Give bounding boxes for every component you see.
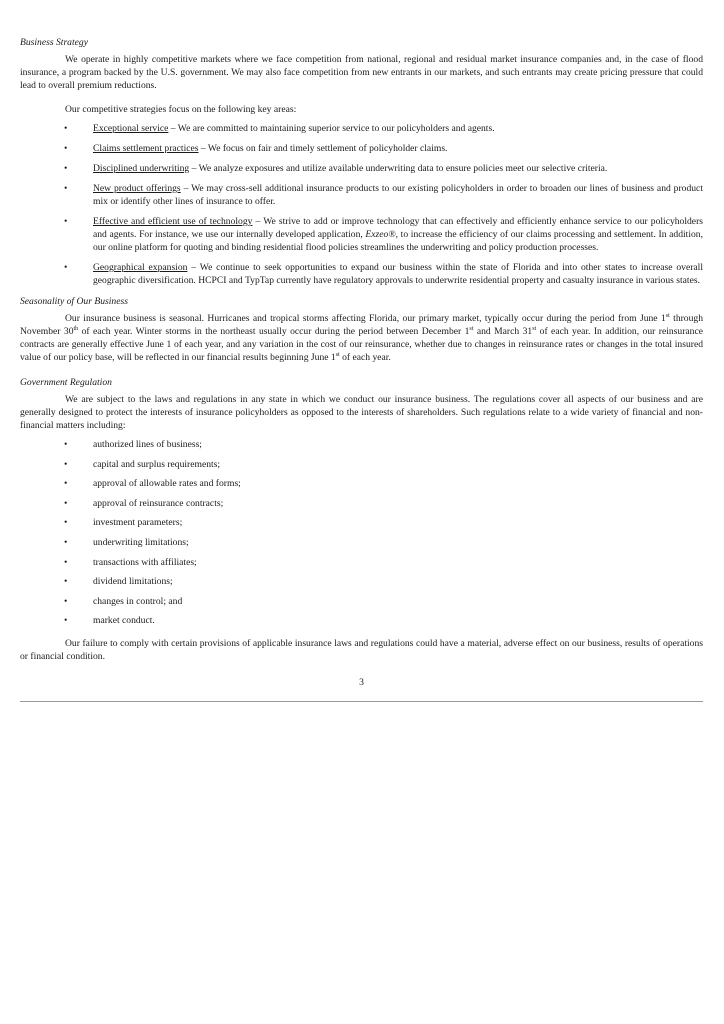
- bullet-icon: •: [64, 576, 68, 588]
- regulation-list: [20, 438, 703, 627]
- strategy-title: Effective and efficient use of technology: [93, 216, 253, 227]
- seasonality-text: of each year. In addition, our reinsurance contracts are generally effective June 1 of each year, and any variation in the cost of our reinsurance, whether due to changes in reinsurance rates or changes in the total insured value of our policy base, will be reflected in our financial results beginning June 1: [20, 326, 703, 363]
- strategy-item: [20, 182, 703, 208]
- strategy-title: Disciplined underwriting: [93, 163, 190, 174]
- page-divider: [20, 701, 703, 702]
- strategies-lead: Our competitive strategies focus on the following key areas:: [65, 104, 297, 115]
- strategy-text: – We strive to add or improve technology that can effectively and efficiently enhance service to our policyholders and agents. For instance, we use our internally developed application,: [93, 216, 703, 240]
- strategy-text: – We may cross-sell additional insurance products to our existing policyholders in order to broaden our lines of business and product mix or identify other lines of insurance to offer.: [93, 183, 703, 207]
- strategy-item: [20, 215, 703, 254]
- document-page: [20, 36, 703, 702]
- strategy-item: [20, 162, 703, 175]
- regulation-item: [20, 595, 703, 608]
- strategy-list: [20, 122, 703, 287]
- strategy-title: Geographical expansion: [93, 262, 188, 273]
- regulation-item: [20, 497, 703, 510]
- bullet-icon: •: [64, 536, 68, 548]
- bullet-icon: •: [64, 595, 68, 607]
- regulation-item-text: approval of allowable rates and forms;: [93, 478, 241, 490]
- regulation-item: [20, 556, 703, 569]
- bullet-icon: •: [64, 123, 68, 134]
- ordinal-suffix: st: [665, 313, 670, 319]
- regulation-item: [20, 516, 703, 529]
- seasonality-text: of each year.: [339, 352, 391, 363]
- business-strategy-heading: Business Strategy: [20, 37, 88, 48]
- regulation-item-text: dividend limitations;: [93, 576, 173, 588]
- regulation-item-text: transactions with affiliates;: [93, 556, 197, 568]
- strategy-item: [20, 261, 703, 287]
- regulation-intro: We are subject to the laws and regulations in any state in which we conduct our insurance business. The regulations cover all aspects of our business and are generally designed to protect the interests of insurance policyholders as opposed to the interests of shareholders. Such regulations relate to a wide variety of financial and non-financial matters including:: [20, 394, 703, 431]
- page-number: 3: [359, 677, 364, 689]
- ordinal-suffix: st: [335, 352, 340, 358]
- bullet-icon: •: [64, 216, 68, 227]
- business-strategy-intro: We operate in highly competitive markets where we face competition from national, regional and residual market insurance companies and, in the case of flood insurance, a program backed by the U.S. government. We may also face competition from new entrants in our markets, and such entrants may create pricing pressure that could lead to overall premium reductions.: [20, 54, 703, 91]
- regulation-heading: Government Regulation: [20, 377, 112, 388]
- regulation-item-text: changes in control; and: [93, 595, 183, 607]
- regulation-item: [20, 575, 703, 588]
- bullet-icon: •: [64, 497, 68, 509]
- exzeo-app-name: Exzeo®: [365, 229, 396, 240]
- regulation-item-text: approval of reinsurance contracts;: [93, 497, 224, 509]
- seasonality-paragraph: [20, 312, 703, 364]
- strategy-title: Exceptional service: [93, 123, 169, 134]
- ordinal-suffix: st: [469, 326, 474, 332]
- seasonality-text: and March 31: [473, 326, 533, 337]
- bullet-icon: •: [64, 439, 68, 450]
- bullet-icon: •: [64, 458, 68, 470]
- regulation-item: [20, 614, 703, 627]
- ordinal-suffix: st: [532, 326, 537, 332]
- bullet-icon: •: [64, 615, 68, 627]
- regulation-item-text: underwriting limitations;: [93, 536, 189, 548]
- bullet-icon: •: [64, 262, 68, 273]
- strategy-title: New product offerings: [93, 183, 181, 194]
- strategy-title: Claims settlement practices: [93, 143, 199, 154]
- regulation-closing: Our failure to comply with certain provisions of applicable insurance laws and regulations could have a material, adverse effect on our business, results of operations or financial condition.: [20, 638, 703, 663]
- strategy-text: – We analyze exposures and utilize available underwriting data to ensure policies meet our selective criteria.: [189, 163, 608, 174]
- regulation-item-text: investment parameters;: [93, 517, 183, 529]
- strategy-text: – We focus on fair and timely settlement of policyholder claims.: [198, 143, 448, 154]
- seasonality-text: Our insurance business is seasonal. Hurricanes and tropical storms affecting Florida, our primary market, typically occur during the period from June 1: [65, 313, 666, 324]
- bullet-icon: •: [64, 517, 68, 529]
- regulation-item: [20, 458, 703, 471]
- bullet-icon: •: [64, 556, 68, 568]
- strategy-text: – We continue to seek opportunities to expand our business within the state of Florida and into other states to increase overall geographic diversification. HCPCI and TypTap currently have regulatory approvals to underwrite residential property and casualty insurance in various states.: [93, 262, 703, 286]
- regulation-item-text: authorized lines of business;: [93, 439, 202, 450]
- seasonality-heading: Seasonality of Our Business: [20, 296, 128, 307]
- ordinal-suffix: th: [73, 326, 79, 332]
- bullet-icon: •: [64, 478, 68, 490]
- seasonality-text: of each year. Winter storms in the northeast usually occur during the period between December 1: [78, 326, 470, 337]
- regulation-item: [20, 536, 703, 549]
- strategy-text: – We are committed to maintaining superior service to our policyholders and agents.: [168, 123, 495, 134]
- regulation-item-text: market conduct.: [93, 615, 155, 627]
- strategy-item: [20, 142, 703, 155]
- regulation-item: [20, 438, 703, 451]
- regulation-item-text: capital and surplus requirements;: [93, 458, 221, 470]
- bullet-icon: •: [64, 143, 68, 154]
- bullet-icon: •: [64, 163, 68, 174]
- bullet-icon: •: [64, 183, 68, 194]
- strategy-text: , to increase the efficiency of our claims processing and settlement. In addition, our online platform for quoting and binding residential flood policies streamlines the underwriting and policy production processes.: [93, 229, 703, 253]
- regulation-item: [20, 477, 703, 490]
- strategy-item: [20, 122, 703, 135]
- seasonality-text: through November 30: [20, 313, 703, 337]
